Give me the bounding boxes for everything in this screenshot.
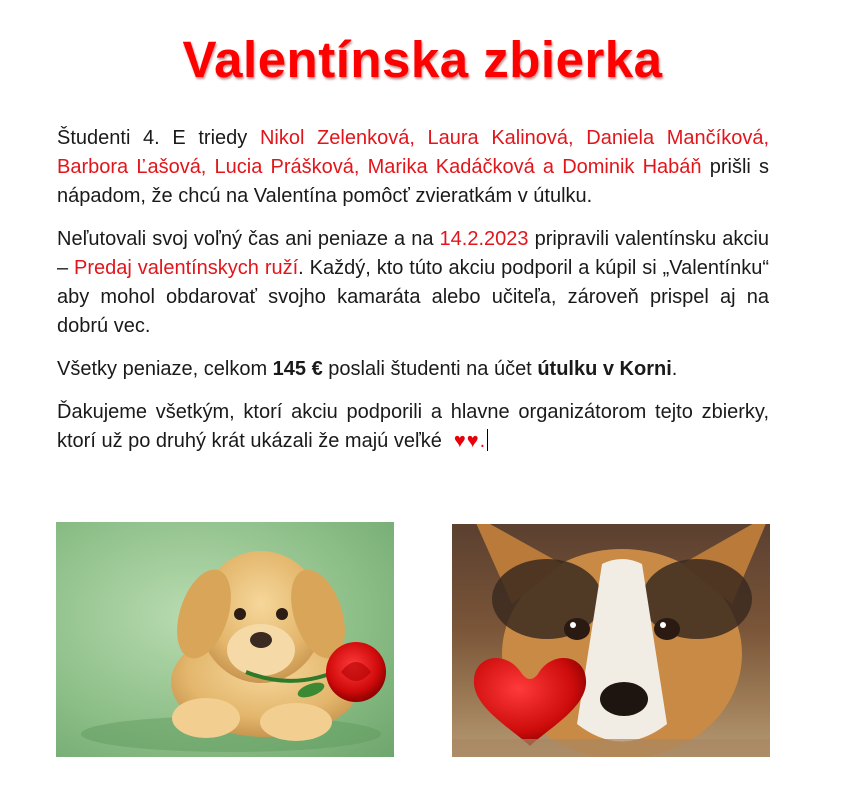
paragraph-event [57, 225, 769, 341]
article-body [57, 124, 769, 470]
paragraph-thanks [57, 398, 769, 456]
donation-amount: 145 € [272, 358, 323, 380]
puppy-rose-photo [56, 522, 394, 757]
student-names: Nikol Zelenková, Laura Kalinová, Daniela Mančíková, Barbora Ľašová, Lucia Prášková, Marika Kadáčková a Dominik Habáň [57, 127, 769, 178]
students-idea: prišli s nápadom, že chcú na Valentína pomôcť zvieratkám v útulku. [57, 156, 769, 207]
text-cursor [487, 429, 488, 451]
event-middle: pripravili valentínsku akciu – [57, 228, 770, 279]
corgi-illustration [452, 524, 770, 757]
donation-end: . [671, 358, 678, 380]
puppy-illustration [56, 522, 394, 757]
thanks-end: . [479, 430, 486, 452]
shelter-name: útulku v Korni [537, 358, 672, 380]
donation-middle: poslali študenti na účet [322, 358, 538, 380]
paragraph-students [57, 124, 769, 211]
page-title: Valentínska zbierka [182, 31, 663, 88]
students-intro: Študenti 4. E triedy [57, 127, 260, 149]
donation-intro: Všetky peniaze, celkom [57, 358, 273, 380]
hearts-icon: ♥♥ [453, 430, 480, 452]
event-name: Predaj valentínskych ruží [74, 257, 299, 279]
event-date: 14.2.2023 [439, 228, 529, 250]
event-intro: Neľutovali svoj voľný čas ani peniaze a na [57, 228, 440, 250]
event-description: . Každý, kto túto akciu podporil a kúpil si „Valentínku“ aby mohol obdarovať svojho kamaráta alebo učiteľa, zároveň prispel aj na dobrú vec. [57, 257, 769, 337]
thanks-text: Ďakujeme všetkým, ktorí akciu podporili a hlavne organizátorom tejto zbierky, ktorí už po druhý krát ukázali že majú veľké [57, 401, 769, 452]
paragraph-donation [57, 355, 769, 384]
corgi-heart-photo [452, 524, 770, 757]
